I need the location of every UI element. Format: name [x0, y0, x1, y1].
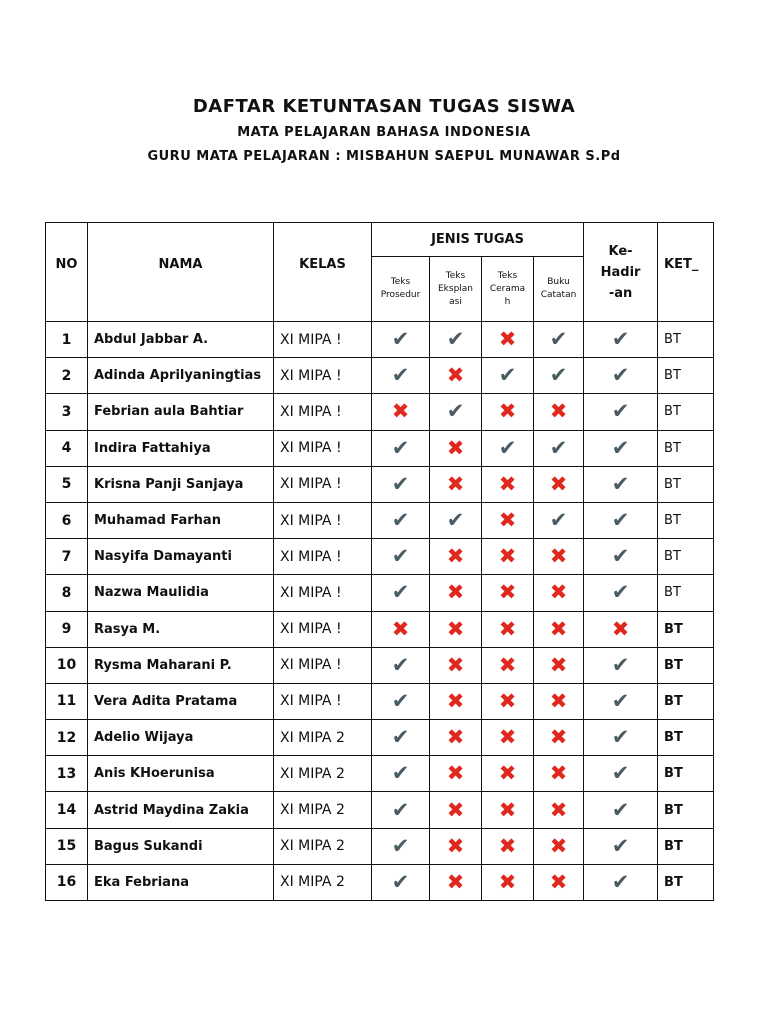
check-icon: ✔: [391, 761, 410, 786]
cross-icon: ✖: [446, 688, 465, 713]
mark-buku-catatan: [534, 611, 584, 647]
mark-kehadiran: [584, 647, 658, 683]
student-class: XI MIPA !: [274, 611, 372, 647]
table-row: [46, 358, 714, 394]
keterangan: BT: [658, 322, 714, 358]
mark-teks-ceramah: [482, 539, 534, 575]
mark-teks-ceramah: [482, 828, 534, 864]
cross-icon: ✖: [498, 544, 517, 569]
mark-teks-ceramah: [482, 792, 534, 828]
student-class: XI MIPA !: [274, 358, 372, 394]
cross-icon: ✖: [549, 833, 568, 858]
mark-kehadiran: [584, 864, 658, 900]
cross-icon: ✖: [498, 399, 517, 424]
mark-teks-eksplanasi: [430, 394, 482, 430]
student-class: XI MIPA !: [274, 466, 372, 502]
check-icon: ✔: [391, 580, 410, 605]
check-icon: ✔: [498, 363, 517, 388]
row-number: 10: [46, 647, 88, 683]
task-completion-table: [45, 222, 714, 901]
mark-teks-ceramah: [482, 756, 534, 792]
col-header-no: NO: [46, 223, 88, 322]
keterangan: BT: [658, 358, 714, 394]
mark-teks-eksplanasi: [430, 502, 482, 538]
cross-icon: ✖: [611, 616, 630, 641]
keterangan: BT: [658, 828, 714, 864]
mark-buku-catatan: [534, 683, 584, 719]
mark-teks-prosedur: [372, 394, 430, 430]
keterangan: BT: [658, 502, 714, 538]
cross-icon: ✖: [549, 797, 568, 822]
mark-buku-catatan: [534, 394, 584, 430]
row-number: 13: [46, 756, 88, 792]
mark-teks-prosedur: [372, 756, 430, 792]
document-header: [0, 96, 768, 165]
student-class: XI MIPA 2: [274, 864, 372, 900]
cross-icon: ✖: [498, 616, 517, 641]
keterangan: BT: [658, 394, 714, 430]
row-number: 16: [46, 864, 88, 900]
cross-icon: ✖: [498, 761, 517, 786]
mark-teks-prosedur: [372, 647, 430, 683]
col-header-jenis-tugas: JENIS TUGAS: [372, 223, 584, 257]
table-row: [46, 828, 714, 864]
student-class: XI MIPA 2: [274, 792, 372, 828]
mark-kehadiran: [584, 502, 658, 538]
student-class: XI MIPA !: [274, 575, 372, 611]
keterangan: BT: [658, 756, 714, 792]
table-row: [46, 394, 714, 430]
cross-icon: ✖: [446, 725, 465, 750]
col-header-nama: NAMA: [88, 223, 274, 322]
check-icon: ✔: [611, 544, 630, 569]
row-number: 9: [46, 611, 88, 647]
mark-teks-eksplanasi: [430, 792, 482, 828]
cross-icon: ✖: [549, 544, 568, 569]
table-row: [46, 502, 714, 538]
check-icon: ✔: [391, 544, 410, 569]
student-class: XI MIPA 2: [274, 720, 372, 756]
mark-teks-eksplanasi: [430, 358, 482, 394]
cross-icon: ✖: [498, 580, 517, 605]
mark-teks-eksplanasi: [430, 756, 482, 792]
mark-teks-eksplanasi: [430, 575, 482, 611]
mark-buku-catatan: [534, 430, 584, 466]
mark-teks-eksplanasi: [430, 539, 482, 575]
row-number: 8: [46, 575, 88, 611]
check-icon: ✔: [391, 508, 410, 533]
table-row: [46, 611, 714, 647]
cross-icon: ✖: [446, 544, 465, 569]
mark-kehadiran: [584, 828, 658, 864]
mark-teks-ceramah: [482, 647, 534, 683]
student-class: XI MIPA 2: [274, 756, 372, 792]
cross-icon: ✖: [549, 399, 568, 424]
check-icon: ✔: [611, 688, 630, 713]
row-number: 4: [46, 430, 88, 466]
table-row: [46, 430, 714, 466]
mark-buku-catatan: [534, 575, 584, 611]
cross-icon: ✖: [446, 363, 465, 388]
subject-line: MATA PELAJARAN BAHASA INDONESIA: [237, 125, 531, 140]
keterangan: BT: [658, 466, 714, 502]
check-icon: ✔: [611, 471, 630, 496]
keterangan: BT: [658, 647, 714, 683]
student-name: Nazwa Maulidia: [88, 575, 274, 611]
table-row: [46, 756, 714, 792]
check-icon: ✔: [611, 869, 630, 894]
mark-teks-eksplanasi: [430, 864, 482, 900]
check-icon: ✔: [611, 652, 630, 677]
check-icon: ✔: [391, 725, 410, 750]
mark-teks-prosedur: [372, 430, 430, 466]
check-icon: ✔: [549, 508, 568, 533]
mark-buku-catatan: [534, 322, 584, 358]
check-icon: ✔: [446, 508, 465, 533]
check-icon: ✔: [611, 435, 630, 460]
cross-icon: ✖: [498, 688, 517, 713]
check-icon: ✔: [391, 652, 410, 677]
mark-kehadiran: [584, 430, 658, 466]
check-icon: ✔: [611, 399, 630, 424]
cross-icon: ✖: [498, 327, 517, 352]
mark-teks-ceramah: [482, 466, 534, 502]
mark-teks-prosedur: [372, 720, 430, 756]
mark-kehadiran: [584, 322, 658, 358]
student-name: Eka Febriana: [88, 864, 274, 900]
student-name: Muhamad Farhan: [88, 502, 274, 538]
cross-icon: ✖: [391, 399, 410, 424]
student-name: Indira Fattahiya: [88, 430, 274, 466]
mark-kehadiran: [584, 611, 658, 647]
mark-teks-prosedur: [372, 792, 430, 828]
check-icon: ✔: [611, 580, 630, 605]
mark-kehadiran: [584, 466, 658, 502]
cross-icon: ✖: [446, 580, 465, 605]
header-row: [46, 223, 714, 257]
check-icon: ✔: [391, 471, 410, 496]
check-icon: ✔: [391, 797, 410, 822]
student-name: Febrian aula Bahtiar: [88, 394, 274, 430]
cross-icon: ✖: [498, 471, 517, 496]
mark-buku-catatan: [534, 720, 584, 756]
mark-teks-ceramah: [482, 430, 534, 466]
cross-icon: ✖: [446, 761, 465, 786]
table-row: [46, 539, 714, 575]
mark-teks-prosedur: [372, 358, 430, 394]
col-header-kehadiran: [584, 223, 658, 322]
mark-teks-prosedur: [372, 539, 430, 575]
mark-kehadiran: [584, 394, 658, 430]
mark-buku-catatan: [534, 792, 584, 828]
mark-teks-prosedur: [372, 466, 430, 502]
mark-buku-catatan: [534, 539, 584, 575]
cross-icon: ✖: [549, 725, 568, 750]
cross-icon: ✖: [446, 797, 465, 822]
cross-icon: ✖: [391, 616, 410, 641]
keterangan: BT: [658, 430, 714, 466]
mark-kehadiran: [584, 539, 658, 575]
cross-icon: ✖: [498, 508, 517, 533]
table-row: [46, 720, 714, 756]
mark-kehadiran: [584, 683, 658, 719]
student-class: XI MIPA !: [274, 394, 372, 430]
row-number: 2: [46, 358, 88, 394]
row-number: 7: [46, 539, 88, 575]
row-number: 1: [46, 322, 88, 358]
row-number: 6: [46, 502, 88, 538]
cross-icon: ✖: [498, 869, 517, 894]
mark-teks-eksplanasi: [430, 720, 482, 756]
student-name: Abdul Jabbar A.: [88, 322, 274, 358]
cross-icon: ✖: [498, 797, 517, 822]
mark-teks-prosedur: [372, 864, 430, 900]
row-number: 3: [46, 394, 88, 430]
cross-icon: ✖: [549, 580, 568, 605]
cross-icon: ✖: [549, 869, 568, 894]
mark-teks-prosedur: [372, 828, 430, 864]
mark-teks-ceramah: [482, 322, 534, 358]
mark-teks-eksplanasi: [430, 828, 482, 864]
table-row: [46, 683, 714, 719]
mark-teks-eksplanasi: [430, 466, 482, 502]
col-header-ket: KET_: [658, 223, 714, 322]
col-header-teks-ceramah: Teks Cerama h: [482, 257, 534, 322]
check-icon: ✔: [391, 688, 410, 713]
mark-teks-prosedur: [372, 322, 430, 358]
student-name: Astrid Maydina Zakia: [88, 792, 274, 828]
check-icon: ✔: [611, 508, 630, 533]
check-icon: ✔: [611, 761, 630, 786]
cross-icon: ✖: [549, 688, 568, 713]
mark-kehadiran: [584, 358, 658, 394]
mark-teks-ceramah: [482, 864, 534, 900]
student-class: XI MIPA !: [274, 502, 372, 538]
mark-teks-ceramah: [482, 720, 534, 756]
check-icon: ✔: [611, 725, 630, 750]
cross-icon: ✖: [549, 616, 568, 641]
cross-icon: ✖: [446, 869, 465, 894]
cross-icon: ✖: [549, 471, 568, 496]
student-name: Nasyifa Damayanti: [88, 539, 274, 575]
student-class: XI MIPA !: [274, 647, 372, 683]
student-class: XI MIPA !: [274, 322, 372, 358]
keterangan: BT: [658, 539, 714, 575]
student-class: XI MIPA !: [274, 683, 372, 719]
mark-buku-catatan: [534, 502, 584, 538]
document-title: DAFTAR KETUNTASAN TUGAS SISWA: [192, 96, 576, 117]
cross-icon: ✖: [498, 833, 517, 858]
mark-teks-ceramah: [482, 394, 534, 430]
student-name: Adinda Aprilyaningtias: [88, 358, 274, 394]
col-header-teks-prosedur: Teks Prosedur: [372, 257, 430, 322]
keterangan: BT: [658, 792, 714, 828]
student-rows: [46, 322, 714, 901]
mark-kehadiran: [584, 756, 658, 792]
mark-kehadiran: [584, 720, 658, 756]
cross-icon: ✖: [498, 652, 517, 677]
check-icon: ✔: [611, 833, 630, 858]
check-icon: ✔: [549, 435, 568, 460]
mark-teks-ceramah: [482, 358, 534, 394]
row-number: 14: [46, 792, 88, 828]
mark-kehadiran: [584, 792, 658, 828]
row-number: 5: [46, 466, 88, 502]
student-name: Bagus Sukandi: [88, 828, 274, 864]
student-name: Vera Adita Pratama: [88, 683, 274, 719]
table-row: [46, 864, 714, 900]
keterangan: BT: [658, 864, 714, 900]
kehadiran-label: Ke- Hadir -an: [600, 243, 641, 301]
cross-icon: ✖: [549, 761, 568, 786]
mark-teks-prosedur: [372, 502, 430, 538]
table-row: [46, 322, 714, 358]
mark-teks-ceramah: [482, 575, 534, 611]
mark-buku-catatan: [534, 828, 584, 864]
check-icon: ✔: [446, 327, 465, 352]
row-number: 12: [46, 720, 88, 756]
student-class: XI MIPA !: [274, 539, 372, 575]
student-class: XI MIPA !: [274, 430, 372, 466]
student-name: Rasya M.: [88, 611, 274, 647]
teacher-line: GURU MATA PELAJARAN : MISBAHUN SAEPUL MUNAWAR S.Pd: [147, 149, 621, 164]
check-icon: ✔: [611, 327, 630, 352]
keterangan: BT: [658, 683, 714, 719]
mark-teks-eksplanasi: [430, 647, 482, 683]
table-row: [46, 575, 714, 611]
mark-teks-eksplanasi: [430, 611, 482, 647]
cross-icon: ✖: [446, 833, 465, 858]
cross-icon: ✖: [446, 471, 465, 496]
student-name: Adelio Wijaya: [88, 720, 274, 756]
col-header-buku-catatan: Buku Catatan: [534, 257, 584, 322]
mark-teks-eksplanasi: [430, 322, 482, 358]
check-icon: ✔: [498, 435, 517, 460]
check-icon: ✔: [446, 399, 465, 424]
row-number: 11: [46, 683, 88, 719]
mark-teks-prosedur: [372, 575, 430, 611]
mark-teks-prosedur: [372, 683, 430, 719]
mark-buku-catatan: [534, 466, 584, 502]
check-icon: ✔: [611, 797, 630, 822]
keterangan: BT: [658, 720, 714, 756]
cross-icon: ✖: [549, 652, 568, 677]
row-number: 15: [46, 828, 88, 864]
student-name: Rysma Maharani P.: [88, 647, 274, 683]
cross-icon: ✖: [446, 616, 465, 641]
check-icon: ✔: [391, 435, 410, 460]
mark-kehadiran: [584, 575, 658, 611]
mark-buku-catatan: [534, 756, 584, 792]
table-row: [46, 792, 714, 828]
check-icon: ✔: [549, 363, 568, 388]
cross-icon: ✖: [446, 652, 465, 677]
student-name: Krisna Panji Sanjaya: [88, 466, 274, 502]
table-row: [46, 647, 714, 683]
check-icon: ✔: [391, 363, 410, 388]
check-icon: ✔: [549, 327, 568, 352]
mark-teks-eksplanasi: [430, 430, 482, 466]
cross-icon: ✖: [498, 725, 517, 750]
keterangan: BT: [658, 611, 714, 647]
cross-icon: ✖: [446, 435, 465, 460]
mark-teks-ceramah: [482, 502, 534, 538]
mark-buku-catatan: [534, 864, 584, 900]
col-header-kelas: KELAS: [274, 223, 372, 322]
mark-teks-eksplanasi: [430, 683, 482, 719]
student-name: Anis KHoerunisa: [88, 756, 274, 792]
check-icon: ✔: [611, 363, 630, 388]
mark-teks-ceramah: [482, 683, 534, 719]
check-icon: ✔: [391, 327, 410, 352]
mark-buku-catatan: [534, 647, 584, 683]
mark-teks-ceramah: [482, 611, 534, 647]
check-icon: ✔: [391, 869, 410, 894]
mark-buku-catatan: [534, 358, 584, 394]
col-header-teks-eksplanasi: Teks Eksplan asi: [430, 257, 482, 322]
keterangan: BT: [658, 575, 714, 611]
table-row: [46, 466, 714, 502]
student-class: XI MIPA 2: [274, 828, 372, 864]
mark-teks-prosedur: [372, 611, 430, 647]
check-icon: ✔: [391, 833, 410, 858]
